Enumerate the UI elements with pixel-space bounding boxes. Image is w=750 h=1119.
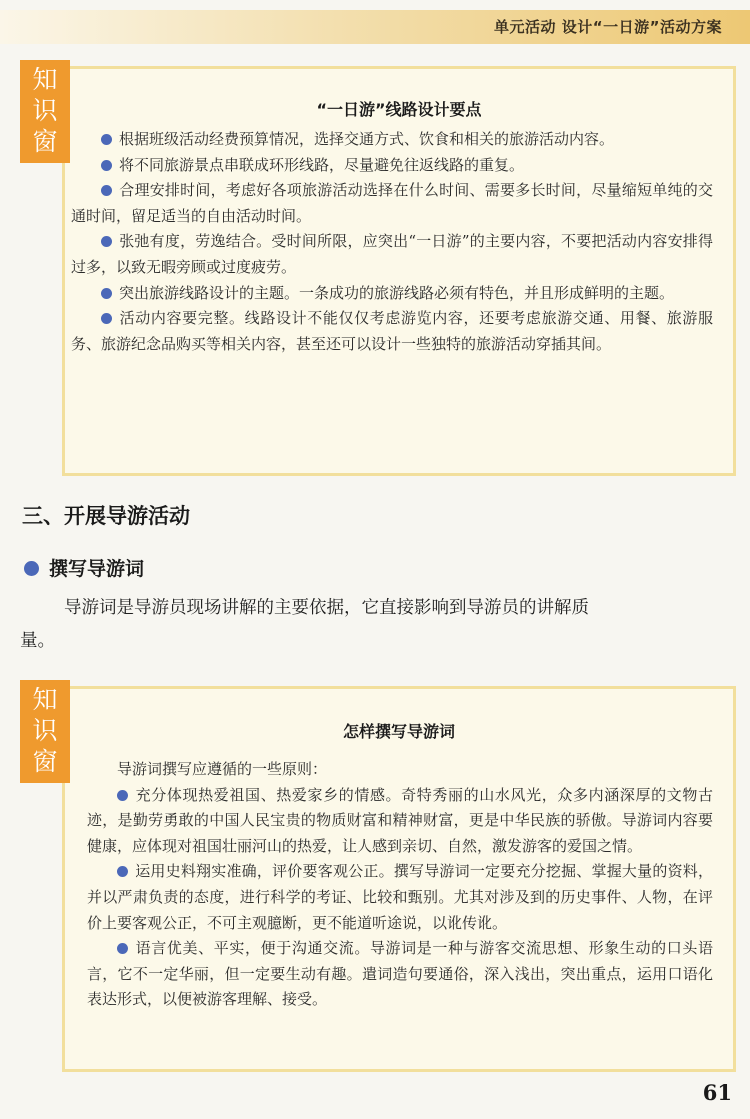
knowledge-box-route-design [62, 66, 736, 476]
box-title: 怎样撰写导游词 [342, 722, 455, 741]
body-paragraph: 导游词是导游员现场讲解的主要依据，它直接影响到导游员的讲解质量。 [20, 598, 589, 651]
list-item: 充分体现热爱祖国、热爱家乡的情感。奇特秀丽的山水风光，众多内涵深厚的文物古迹，是勤劳勇敢的中国人民宝贵的物质财富和精神财富，更是中华民族的骄傲。导游词内容要健康，应体现对祖国壮丽河山的热爱，让人感到亲切、自然，激发游客的爱国之情。 [87, 785, 713, 855]
list-item: 突出旅游线路设计的主题。一条成功的旅游线路必须有特色，并且形成鲜明的主题。 [71, 281, 713, 307]
list-item: 活动内容要完整。线路设计不能仅仅考虑游览内容，还要考虑旅游交通、用餐、旅游服务、旅游纪念品购买等相关内容，甚至还可以设计一些独特的旅游活动穿插其间。 [71, 309, 713, 353]
section-heading: 三、开展导游活动 [22, 504, 190, 528]
list-item: 合理安排时间，考虑好各项旅游活动选择在什么时间、需要多长时间，尽量缩短单纯的交通时间，留足适当的自由活动时间。 [71, 181, 713, 225]
list-item: 语言优美、平实，便于沟通交流。导游词是一种与游客交流思想、形象生动的口头语言，它不一定华丽，但一定要生动有趣。遣词造句要通俗，深入浅出，突出重点，运用口语化表达形式，以便被游客理解、接受。 [87, 939, 713, 1009]
box-content [71, 127, 713, 357]
page-number: 61 [702, 1080, 732, 1105]
bullet-dot-icon [117, 866, 128, 877]
sub-heading: 撰写导游词 [24, 554, 144, 581]
list-item: 将不同旅游景点串联成环形线路，尽量避免往返线路的重复。 [71, 153, 713, 179]
header-title: 单元活动 设计“一日游”活动方案 [494, 18, 722, 36]
bullet-dot-icon [101, 185, 112, 196]
box-title: “一日游”线路设计要点 [316, 100, 482, 119]
knowledge-window-tag: 知 识 窗 [20, 680, 70, 783]
knowledge-box-tour-commentary [62, 686, 736, 1072]
intro-line: 导游词撰写应遵循的一些原则： [117, 760, 328, 778]
bullet-dot-icon [101, 134, 112, 145]
bullet-dot-icon [101, 160, 112, 171]
bullet-dot-icon [101, 236, 112, 247]
bullet-dot-icon [101, 288, 112, 299]
box-content [87, 757, 713, 1013]
list-item: 运用史料翔实准确，评价要客观公正。撰写导游词一定要充分挖掘、掌握大量的资料，并以严肃负责的态度，进行科学的考证、比较和甄别。尤其对涉及到的历史事件、人物，在评价上要客观公正，不可主观臆断，更不能道听途说，以讹传讹。 [87, 862, 713, 932]
list-item: 根据班级活动经费预算情况，选择交通方式、饮食和相关的旅游活动内容。 [71, 127, 713, 153]
bullet-dot-icon [117, 943, 128, 954]
bullet-dot-icon [24, 561, 39, 576]
header-bar [0, 10, 750, 44]
bullet-dot-icon [117, 790, 128, 801]
knowledge-window-tag: 知 识 窗 [20, 60, 70, 163]
list-item: 张弛有度，劳逸结合。受时间所限，应突出“一日游”的主要内容，不要把活动内容安排得过多，以致无暇旁顾或过度疲劳。 [71, 232, 713, 276]
bullet-dot-icon [101, 313, 112, 324]
